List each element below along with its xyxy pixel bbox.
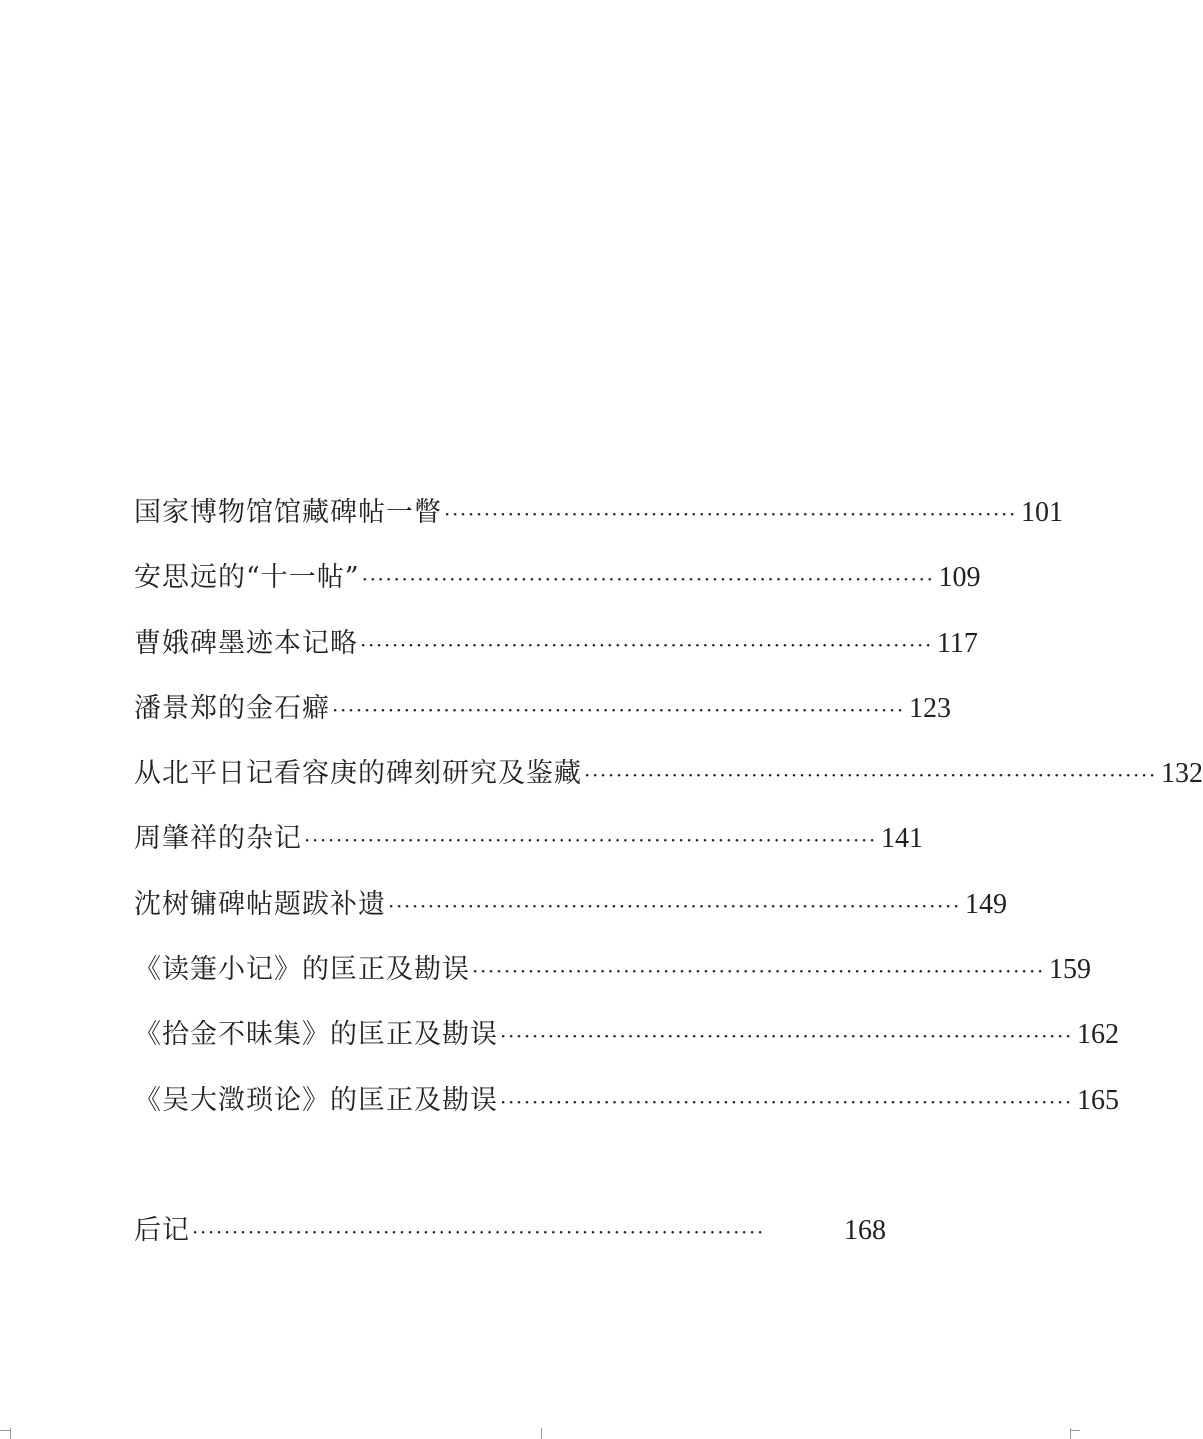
toc-entry-afterword: [134, 1204, 886, 1269]
dot-leader: ········································································: [332, 697, 905, 722]
dot-leader: ········································································: [500, 1024, 1073, 1049]
dot-leader: ········································································: [500, 1089, 1073, 1114]
toc-entry-page: 117: [936, 627, 978, 659]
toc-entry-page: 101: [1020, 497, 1063, 528]
toc-entry-page: 162: [1076, 1019, 1119, 1051]
toc-entry-title: 《拾金不昧集》的匡正及勘误: [134, 1019, 498, 1051]
toc-entry: [134, 943, 1091, 1008]
toc-entry-title: 《吴大澂琐论》的匡正及勘误: [134, 1084, 498, 1116]
toc-entry-page: 149: [964, 888, 1007, 920]
toc-entry-title: 周肇祥的杂记: [134, 823, 302, 855]
toc-entry-page: 132: [1160, 758, 1203, 790]
dot-leader: ········································································: [584, 763, 1157, 788]
dot-leader: ········································································: [472, 959, 1045, 984]
toc-entry-title: 国家博物馆馆藏碑帖一瞥: [134, 497, 442, 528]
toc-entry-title: 沈树镛碑帖题跋补遗: [134, 888, 386, 920]
dot-leader: ········································································: [444, 502, 1017, 526]
toc-entry-page: 168: [844, 1214, 886, 1246]
toc-entry-page: 141: [880, 823, 923, 855]
toc-entry-title: 潘景郑的金石癖: [134, 692, 330, 724]
crop-mark: [541, 1428, 542, 1439]
crop-mark: [0, 1430, 10, 1431]
crop-mark: [1071, 1430, 1080, 1431]
toc-entry-page: 159: [1048, 954, 1091, 986]
toc-entry: [134, 551, 981, 616]
table-of-contents: [134, 486, 1203, 1269]
dot-leader: ········································································: [304, 828, 877, 853]
toc-entry-title: 后记: [134, 1214, 190, 1246]
toc-entry-title: 安思远的“十一帖”: [134, 562, 360, 594]
toc-entry: [134, 486, 1063, 551]
toc-entry: [134, 682, 951, 747]
toc-entry-title: 《读箑小记》的匡正及勘误: [134, 954, 470, 986]
toc-entry: [134, 1008, 1119, 1073]
toc-entry-page: 165: [1076, 1084, 1119, 1116]
dot-leader: ········································································: [360, 632, 933, 657]
toc-entry: [134, 747, 1203, 812]
toc-entry-title: 曹娥碑墨迹本记略: [134, 627, 358, 659]
toc-entry: [134, 812, 923, 877]
crop-mark: [10, 1428, 11, 1439]
dot-leader: ········································································: [361, 567, 935, 592]
dot-leader: ········································································: [192, 1219, 765, 1244]
dot-leader: ········································································: [388, 893, 961, 918]
toc-entry: [134, 878, 1007, 943]
toc-entry: [134, 617, 978, 682]
toc-entry-page: 109: [938, 562, 981, 594]
toc-entry-title: 从北平日记看容庚的碑刻研究及鉴藏: [134, 758, 582, 790]
toc-entry-page: 123: [908, 692, 951, 724]
toc-entry: [134, 1074, 1119, 1139]
